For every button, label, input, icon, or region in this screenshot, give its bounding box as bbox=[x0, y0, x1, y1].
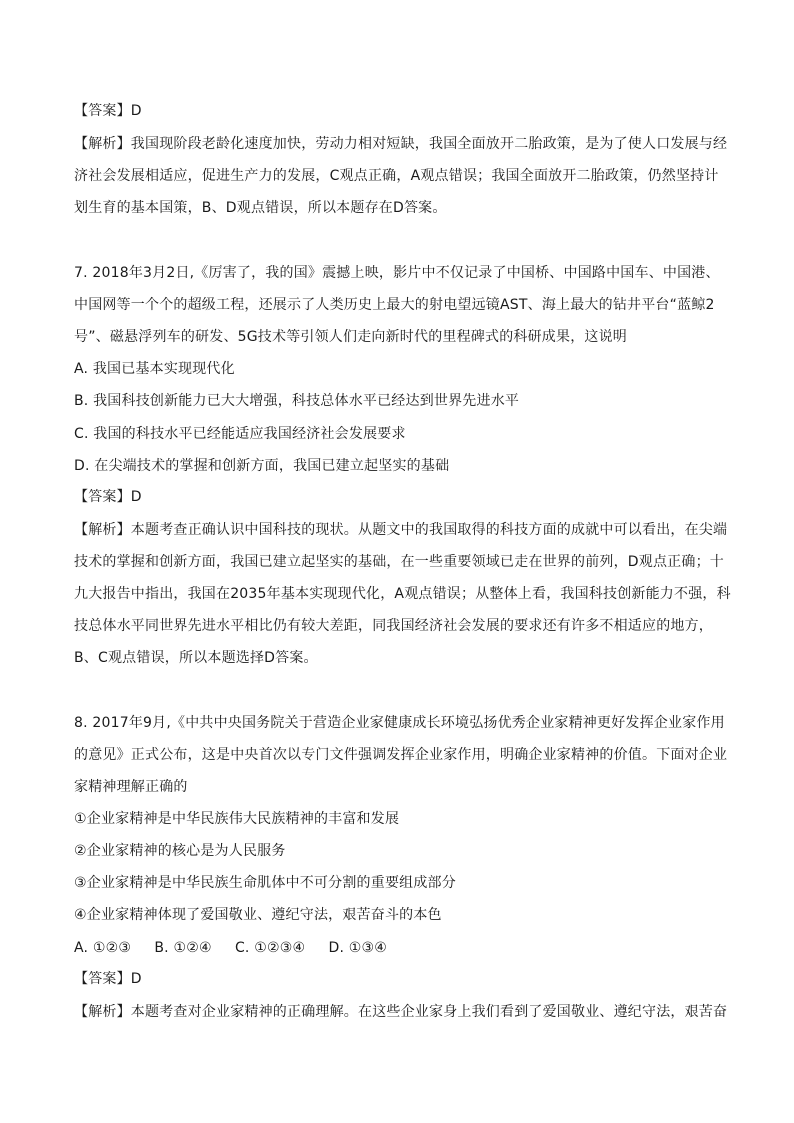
q8-statement-4: ④企业家精神体现了爱国敬业、遵纪守法，艰苦奋斗的本色 bbox=[74, 907, 442, 923]
q8-statement-3: ③企业家精神是中华民族生命肌体中不可分割的重要组成部分 bbox=[74, 875, 456, 891]
q6-analysis-line-1: 【解析】我国现阶段老龄化速度加快，劳动力相对短缺，我国全面放开二胎政策，是为了使人口发展与经 bbox=[74, 136, 728, 152]
q7-option-d: D. 在尖端技术的掌握和创新方面，我国已建立起坚实的基础 bbox=[74, 458, 450, 474]
q7-option-a: A. 我国已基本实现现代化 bbox=[74, 361, 235, 377]
q7-analysis-line-5: B、C观点错误，所以本题选择D答案。 bbox=[74, 650, 318, 666]
q7-option-b: B. 我国科技创新能力已大大增强，科技总体水平已经达到世界先进水平 bbox=[74, 393, 520, 409]
q7-option-c: C. 我国的科技水平已经能适应我国经济社会发展要求 bbox=[74, 426, 406, 442]
q8-stem-line-3: 家精神理解正确的 bbox=[74, 779, 188, 795]
q8-statement-2: ②企业家精神的核心是为人民服务 bbox=[74, 843, 286, 859]
q7-analysis-line-1: 【解析】本题考查正确认识中国科技的现状。从题文中的我国取得的科技方面的成就中可以看出，在尖端 bbox=[74, 522, 728, 538]
q7-analysis-line-3: 九大报告中指出，我国在2035年基本实现现代化，A观点错误；从整体上看，我国科技创新能力不强，科 bbox=[74, 586, 731, 602]
q8-answer: 【答案】D bbox=[74, 971, 142, 987]
q8-stem-line-2: 的意见》正式公布，这是中央首次以专门文件强调发挥企业家作用，明确企业家精神的价值。下面对企业 bbox=[74, 747, 728, 763]
q7-stem-line-3: 号”、磁悬浮列车的研发、5G技术等引领人们走向新时代的里程碑式的科研成果，这说明 bbox=[74, 329, 628, 345]
q6-analysis-line-3: 划生育的基本国策，B、D观点错误，所以本题存在D答案。 bbox=[74, 200, 447, 216]
q6-analysis-line-2: 济社会发展相适应，促进生产力的发展，C观点正确，A观点错误；我国全面放开二胎政策，仍然坚持计 bbox=[74, 168, 719, 184]
q6-answer: 【答案】D bbox=[74, 103, 142, 119]
q7-analysis-line-2: 技术的掌握和创新方面，我国已建立起坚实的基础，在一些重要领域已走在世界的前列，D观点正确；十 bbox=[74, 554, 724, 570]
q8-stem-line-1: 8. 2017年9月,《中共中央国务院关于营造企业家健康成长环境弘扬优秀企业家精神更好发挥企业家作用 bbox=[74, 715, 725, 731]
q7-answer: 【答案】D bbox=[74, 489, 142, 505]
q7-stem-line-1: 7. 2018年3月2日,《厉害了，我的国》震撼上映，影片中不仅记录了中国桥、中国路中国车、中国港、 bbox=[74, 265, 720, 281]
q7-stem-line-2: 中国网等一个个的超级工程，还展示了人类历史上最大的射电望远镜AST、海上最大的钻井平台“蓝鲸2 bbox=[74, 297, 715, 313]
q8-analysis-line-1: 【解析】本题考查对企业家精神的正确理解。在这些企业家身上我们看到了爱国敬业、遵纪守法，艰苦奋 bbox=[74, 1004, 728, 1020]
q8-options: A. ①②③ B. ①②④ C. ①②③④ D. ①③④ bbox=[74, 940, 388, 956]
q8-statement-1: ①企业家精神是中华民族伟大民族精神的丰富和发展 bbox=[74, 811, 400, 827]
q7-analysis-line-4: 技总体水平同世界先进水平相比仍有较大差距，同我国经济社会发展的要求还有许多不相适应的地方， bbox=[74, 618, 713, 634]
